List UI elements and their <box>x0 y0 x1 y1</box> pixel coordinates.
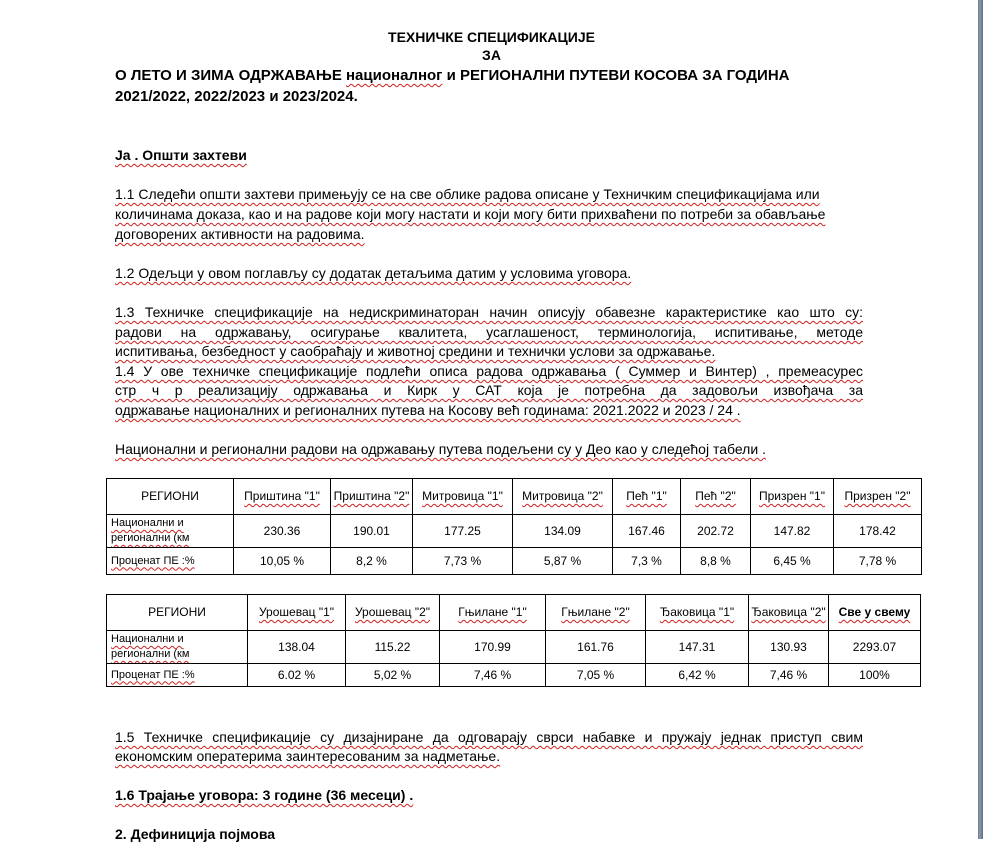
table-row-km <box>107 631 921 664</box>
percent-value: 6.02 % <box>248 664 346 687</box>
paragraph-1-1-line2: количинама доказа, као и на радове који могу настати и који могу бити прихваћени по потреби за обављање <box>115 206 826 222</box>
percent-value: 7,78 % <box>834 548 922 575</box>
paragraph-1-3-line2: радови на одржавању, осигурање квалитета, усаглашеност, терминологија, испитивање, методе <box>115 324 863 340</box>
region-header: Приштина "2" <box>331 479 413 515</box>
percent-value: 7,73 % <box>413 548 513 575</box>
doc-title-line3 <box>115 66 790 85</box>
row-label-km: Национални и регионални (км <box>107 515 234 548</box>
header-regions: РЕГИОНИ <box>107 595 248 631</box>
paragraph-1-6-duration: 1.6 Трајање уговора: 3 године (36 месеци) . <box>115 787 414 803</box>
region-header: Митровица "2" <box>513 479 613 515</box>
percent-value: 5,02 % <box>346 664 440 687</box>
region-header: Ђаковица "2" <box>749 595 829 631</box>
km-value: 170.99 <box>440 631 546 664</box>
title-part-b: националног <box>346 67 443 84</box>
region-header: Гњилане "2" <box>546 595 646 631</box>
paragraph-1-1-line3: договорених активности на радовима. <box>115 226 365 242</box>
page-edge-border <box>978 0 983 839</box>
km-value: 134.09 <box>513 515 613 548</box>
header-regions: РЕГИОНИ <box>107 479 234 515</box>
paragraph-1-2: 1.2 Одељци у овом поглављу су додатак детаљима датим у условима уговора. <box>115 265 632 281</box>
km-value: 178.42 <box>834 515 922 548</box>
km-value: 177.25 <box>413 515 513 548</box>
doc-title-line2: ЗА <box>482 47 501 63</box>
regions-table-1 <box>106 478 922 575</box>
paragraph-1-4-line3: одржавање националних и регионалних путева на Косову већ годинама: 2021.2022 и 2023 / 24 . <box>115 402 741 418</box>
km-value: 115.22 <box>346 631 440 664</box>
title-part-c: и РЕГИОНАЛНИ ПУТЕВИ КОСОВА ЗА ГОДИНА <box>442 67 790 84</box>
region-header: Призрен "1" <box>751 479 834 515</box>
region-header: Пећ "2" <box>681 479 751 515</box>
paragraph-1-3-line1: 1.3 Техничке спецификације на недискриминаторан начин описују обавезне карактеристике као што су: <box>115 304 863 320</box>
region-header: Урошевац "2" <box>346 595 440 631</box>
percent-value: 6,45 % <box>751 548 834 575</box>
region-header: Митровица "1" <box>413 479 513 515</box>
km-value: 167.46 <box>613 515 681 548</box>
paragraph-1-1-line1: 1.1 Следећи општи захтеви примењују се на све облике радова описане у Техничким спецификацијама или <box>115 186 820 202</box>
paragraph-1-5-line1: 1.5 Техничке спецификације су дизајниране да одговарају сврси набавке и пружају једнак приступ свим <box>115 729 863 745</box>
percent-value: 10,05 % <box>234 548 331 575</box>
region-header: Призрен "2" <box>834 479 922 515</box>
section-heading-general: Ја . Општи захтеви <box>115 147 247 163</box>
percent-value: 7,46 % <box>440 664 546 687</box>
paragraph-1-5-line2: економским оператерима заинтересованим за надметање. <box>115 748 501 764</box>
percent-value: 8,8 % <box>681 548 751 575</box>
region-header: Урошевац "1" <box>248 595 346 631</box>
row-label-percent: Проценат ПЕ :% <box>107 664 248 687</box>
region-header: Ђаковица "1" <box>646 595 749 631</box>
table-header-row <box>107 479 922 515</box>
km-value: 147.31 <box>646 631 749 664</box>
percent-total: 100% <box>829 664 921 687</box>
km-value: 147.82 <box>751 515 834 548</box>
paragraph-1-4-line2: стр ч р реализацију одржавања и Кирк у САТ која је потребна да задовољи извођача за <box>115 382 863 398</box>
km-total: 2293.07 <box>829 631 921 664</box>
doc-title-line4: 2021/2022, 2022/2023 и 2023/2024. <box>115 88 358 105</box>
doc-title-line1: ТЕХНИЧКЕ СПЕЦИФИКАЦИЈЕ <box>388 29 595 45</box>
percent-value: 8,2 % <box>331 548 413 575</box>
percent-value: 7,46 % <box>749 664 829 687</box>
table-row-km <box>107 515 922 548</box>
km-value: 202.72 <box>681 515 751 548</box>
paragraph-table-intro: Национални и регионални радови на одржавању путева подељени су у Део као у следећој табели . <box>115 441 766 457</box>
km-value: 161.76 <box>546 631 646 664</box>
km-value: 138.04 <box>248 631 346 664</box>
table-header-row <box>107 595 921 631</box>
region-header: Гњилане "1" <box>440 595 546 631</box>
paragraph-1-3-line3: испитивања, безбедност у саобраћају и животној средини и технички услови за одржавање. <box>115 343 716 359</box>
row-label-percent: Проценат ПЕ :% <box>107 548 234 575</box>
percent-value: 7,3 % <box>613 548 681 575</box>
km-value: 230.36 <box>234 515 331 548</box>
percent-value: 5,87 % <box>513 548 613 575</box>
km-value: 130.93 <box>749 631 829 664</box>
regions-table-2 <box>106 594 921 687</box>
region-header: Приштина "1" <box>234 479 331 515</box>
km-value: 190.01 <box>331 515 413 548</box>
title-part-a: О ЛЕТО И ЗИМА ОДРЖАВАЊЕ <box>115 67 346 84</box>
row-label-km: Национални и регионални (км <box>107 631 248 664</box>
percent-value: 6,42 % <box>646 664 749 687</box>
paragraph-1-4-line1: 1.4 У ове техничке спецификације подлећи описа радова одржавања ( Суммер и Винтер) , премеасурес <box>115 363 863 379</box>
percent-value: 7,05 % <box>546 664 646 687</box>
section-heading-definitions: 2. Дефиниција појмова <box>115 826 276 842</box>
region-header: Пећ "1" <box>613 479 681 515</box>
table-row-percent <box>107 548 922 575</box>
region-header-total: Све у свему <box>829 595 921 631</box>
table-row-percent <box>107 664 921 687</box>
